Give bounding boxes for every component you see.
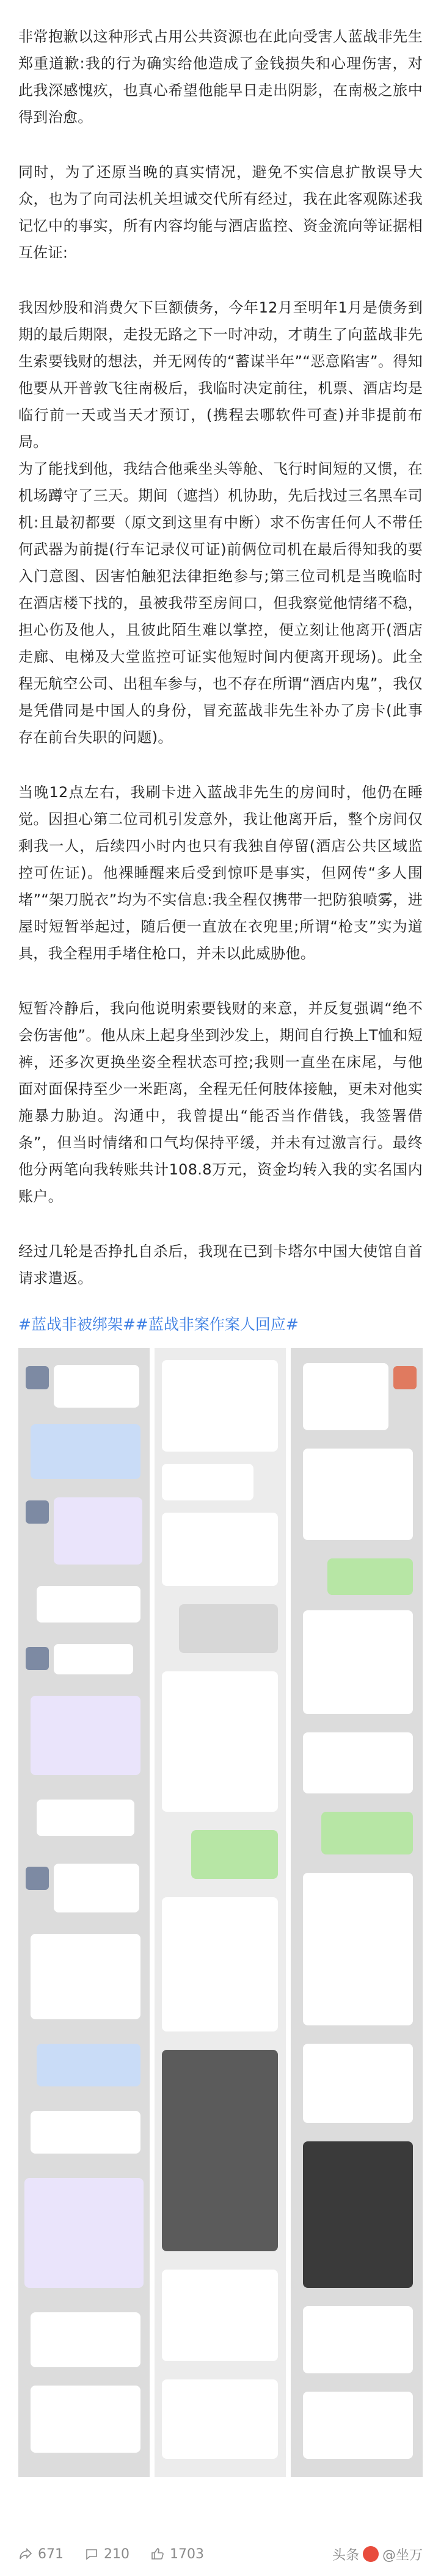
share-count: 671 — [38, 2546, 64, 2562]
brand-logo-icon — [363, 2546, 379, 2562]
like-icon — [150, 2547, 165, 2561]
comment-stat[interactable] — [84, 2547, 129, 2562]
paragraph-surrender: 经过几轮是否挣扎自杀后，我现在已到卡塔尔中国大使馆自首请求遣返。 — [18, 1243, 423, 1287]
comment-icon — [84, 2547, 99, 2561]
brand-prefix: 头条 — [332, 2547, 359, 2563]
like-count: 1703 — [170, 2546, 204, 2562]
chat-screenshot-left — [18, 1348, 150, 2477]
brand-watermark — [332, 2532, 423, 2576]
paragraph-intro: 同时，为了还原当晚的真实情况，避免不实信息扩散误导大众，也为了向司法机关坦诚交代所有经过，我在此客观陈述我记忆中的事实，所有内容均能与酒店监控、资金流向等证据相互佐证: — [18, 164, 423, 261]
share-stat[interactable] — [18, 2547, 64, 2562]
paragraph-apology: 非常抱歉以这种形式占用公共资源也在此向受害人蓝战非先生郑重道歉:我的行为确实给他造成了金钱损失和心理伤害，对此我深感愧疚，也真心希望他能早日走出阴影，在南极之旅中得到治愈。 — [18, 28, 423, 126]
paragraph-transfer: 短暂冷静后，我向他说明索要钱财的来意，并反复强调“绝不会伤害他”。他从床上起身坐到沙发上，期间自行换上T恤和短裤，还多次更换坐姿全程状态可控;我则一直坐在床尾，与他面对面保持至少一米距离，全程无任何肢体接触，更未对他实施暴力胁迫。沟通中，我曾提出“能否当作借钱，我签署借条”，但当时情绪和口气均保持平缓，并未有过激言行。最终他分两笔向我转账共计108.8万元，资金均转入我的实名国内账户。 — [18, 1000, 423, 1205]
share-icon — [18, 2547, 33, 2561]
chat-screenshot-collage — [18, 1348, 423, 2477]
engagement-bar — [0, 2532, 441, 2576]
paragraph-night: 当晚12点左右，我刷卡进入蓝战非先生的房间时，他仍在睡觉。因担心第二位司机引发意外，我让他离开后，整个房间仅剩我一人，后续四小时内也只有我独自停留(酒店公共区域监控可佐证)。他裸睡醒来后受到惊吓是事实，但网传“多人围堵”“架刀脱衣”均为不实信息:我全程仅携带一把防狼喷雾，进屋时短暂举起过，随后便一直放在衣兜里;所谓“枪支”实为道具，我全程用手堵住枪口，并未以此威胁他。 — [18, 784, 423, 962]
chat-screenshot-middle — [155, 1348, 286, 2477]
comment-count: 210 — [104, 2546, 129, 2562]
hashtag-links[interactable]: #蓝战非被绑架##蓝战非案作案人回应# — [18, 1315, 299, 1333]
chat-screenshot-right — [291, 1348, 423, 2477]
paragraph-background: 我因炒股和消费欠下巨额债务，今年12月至明年1月是债务到期的最后期限，走投无路之下一时冲动，才萌生了向蓝战非先生索要钱财的想法，并无网传的“蓄谋半年”“恶意陷害”。得知他要从开普敦飞往南极后，我临时决定前往，机票、酒店均是临行前一天或当天才预订，(携程去哪软件可查)并非提前布局。 为了能找到他，我结合他乘坐头等舱、飞行时间短的又惯，在机场蹲守了三天。期间（遮挡）机协助，先后找过三名黑车司机:且最初都要（原文到这里有中断）求不伤害任何人不带任何武器为前提(行车记录仪可证)前俩位司机在最后得知我的要入门意图、因害怕触犯法律拒绝参与;第三位司机是当晚临时在酒店楼下找的，虽被我带至房间口，但我察觉他情绪不稳，担心伤及他人，且彼此陌生难以掌控，便立刻让他离开(酒店走廊、电梯及大堂监控可证实他短时间内便离开现场)。此全程无航空公司、出租车参与，也不存在所谓“酒店内鬼”，我仅是凭借同是中国人的身份，冒充蓝战非先生补办了房卡(此事存在前台失职的问题)。 — [18, 299, 423, 746]
like-stat[interactable] — [150, 2547, 204, 2562]
brand-account: @坐万 — [382, 2547, 423, 2563]
